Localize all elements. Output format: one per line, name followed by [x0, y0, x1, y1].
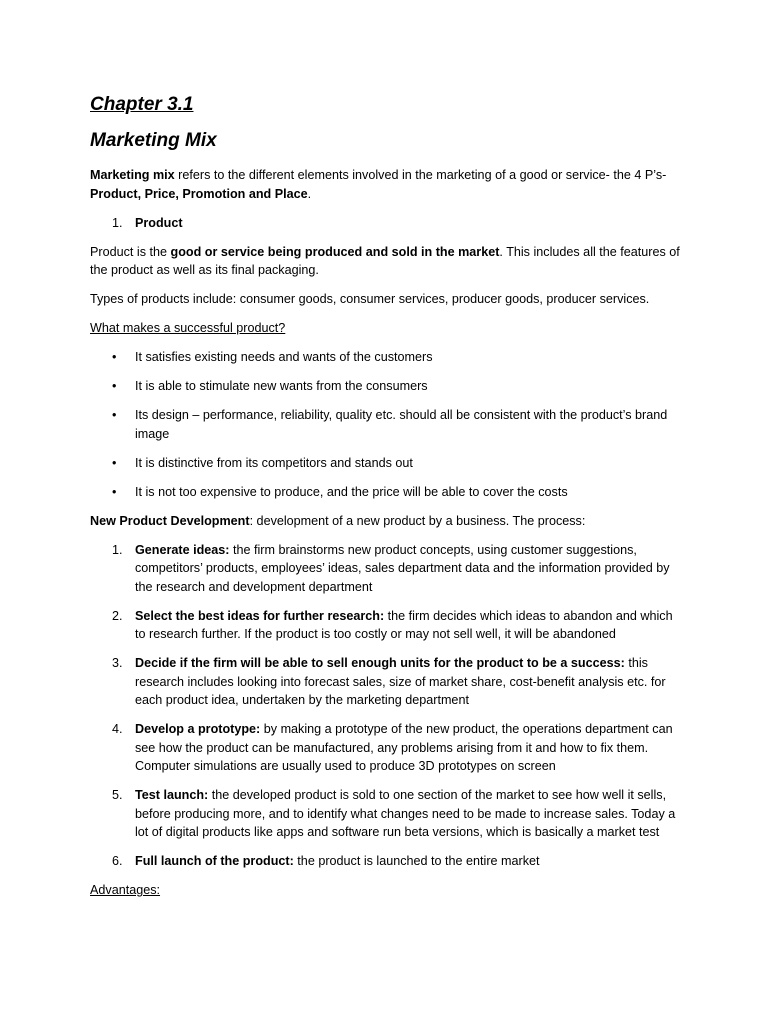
npd-steps-list [90, 541, 682, 871]
step-number: 2. [112, 608, 123, 623]
list-item-text: It is distinctive from its competitors and stands out [135, 455, 413, 470]
list-item [90, 406, 682, 443]
bullet-icon: • [112, 408, 117, 422]
bullet-icon: • [112, 484, 117, 499]
bullet-icon: • [112, 350, 117, 364]
step-number: 5. [112, 788, 123, 802]
npd-paragraph [90, 512, 682, 531]
step-text: this research includes looking into forecast sales, size of market share, cost-benefit analysis etc. for each product idea, undertaken by the marketing department [135, 656, 666, 707]
list-item-text: It is able to stimulate new wants from the consumers [135, 379, 428, 393]
list-item-text: It is not too expensive to produce, and the price will be able to cover the costs [135, 484, 568, 499]
step-text: the product is launched to the entire market [293, 854, 540, 868]
step-number: 3. [112, 656, 123, 670]
chapter-heading: Chapter 3.1 [90, 94, 194, 115]
list-item [90, 483, 682, 502]
document-page [90, 92, 682, 910]
section-title: Product [135, 215, 183, 230]
list-item [90, 786, 682, 842]
list-item [90, 720, 682, 776]
list-item [90, 852, 682, 871]
intro-term: Marketing mix [90, 168, 175, 182]
list-item-text: It satisfies existing needs and wants of the customers [135, 350, 433, 364]
success-heading: What makes a successful product? [90, 321, 286, 335]
product-def-emphasis: good or service being produced and sold in the market [170, 244, 500, 259]
step-number: 4. [112, 722, 123, 736]
advantages-heading: Advantages: [90, 883, 161, 897]
step-lead: Select the best ideas for further research: [135, 608, 385, 623]
section-product-heading [90, 214, 682, 233]
intro-paragraph [90, 166, 682, 203]
product-definition [90, 243, 682, 280]
npd-text: : development of a new product by a business. The process: [249, 513, 586, 528]
intro-end: . [307, 186, 312, 201]
npd-term: New Product Development [90, 513, 250, 528]
product-def-part-c: . This includes all the features of the product as well as its final packaging. [90, 244, 680, 277]
step-text: the firm brainstorms new product concepts, using customer suggestions, competitors’ products, employees’ ideas, sales department data and the information provided by the research and development department [135, 542, 670, 594]
intro-text: refers to the different elements involved in the marketing of a good or service- the 4 P’s- [174, 168, 667, 182]
bullet-icon: • [112, 379, 117, 393]
list-item [90, 377, 682, 396]
list-item [90, 654, 682, 710]
step-lead: Generate ideas: [135, 542, 230, 557]
list-item-text: Its design – performance, reliability, quality etc. should all be consistent with the product’s brand image [135, 408, 668, 441]
step-text: by making a prototype of the new product, the operations department can see how the product can be manufactured, any problems arising from it and how to fix them. Computer simulations are usually used to produce 3D prototypes on screen [135, 722, 673, 773]
section-number: 1. [112, 215, 123, 230]
list-item [90, 348, 682, 367]
product-types: Types of products include: consumer goods, consumer services, producer goods, producer services. [90, 292, 650, 306]
step-number: 1. [112, 542, 123, 557]
step-lead: Decide if the firm will be able to sell enough units for the product to be a success: [135, 656, 625, 670]
step-lead: Develop a prototype: [135, 722, 261, 736]
step-text: the developed product is sold to one section of the market to see how well it sells, before producing more, and to identify what changes need to be made to increase sales. Today a lot of digital products like apps and software run beta versions, which is basically a market test [135, 788, 676, 839]
step-text: the firm decides which ideas to abandon and which to research further. If the product is too costly or may not sell well, it will be abandoned [135, 608, 673, 641]
page-title: Marketing Mix [90, 130, 217, 151]
step-lead: Full launch of the product: [135, 854, 294, 868]
step-lead: Test launch: [135, 788, 209, 802]
bullet-icon: • [112, 455, 117, 470]
success-bullet-list [90, 348, 682, 501]
list-item [90, 607, 682, 644]
list-item [90, 454, 682, 473]
product-def-part-a: Product is the [90, 244, 171, 259]
step-number: 6. [112, 854, 123, 868]
intro-four-ps: Product, Price, Promotion and Place [90, 186, 308, 201]
list-item [90, 541, 682, 597]
